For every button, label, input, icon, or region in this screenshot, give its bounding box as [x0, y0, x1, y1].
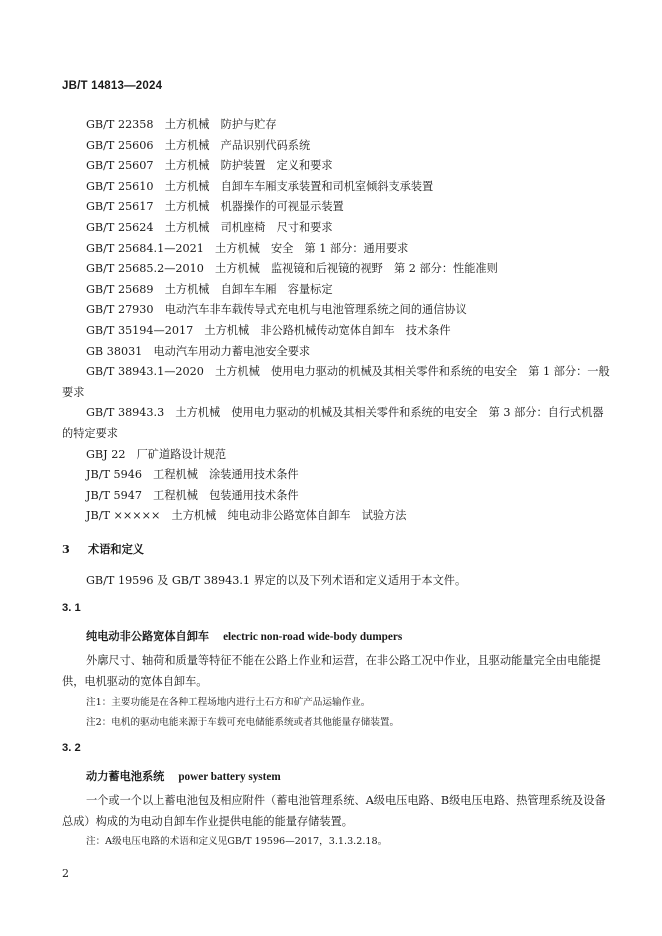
- reference-item: GB/T 25607 土方机械 防护装置 定义和要求: [86, 159, 333, 173]
- term-zh: 纯电动非公路宽体自卸车: [86, 629, 210, 643]
- normative-references-list: [62, 115, 610, 527]
- reference-item: JB/T ××××× 土方机械 纯电动非公路宽体自卸车 试验方法: [86, 509, 407, 523]
- term-definition: 外廓尺寸、轴荷和质量等特征不能在公路上作业和运营，在非公路工况中作业，且驱动能量完全由电能提供，电机驱动的宽体自卸车。: [62, 654, 601, 688]
- term-zh: 动力蓄电池系统: [86, 769, 165, 783]
- term-note: 注：A级电压电路的术语和定义见GB/T 19596—2017，3.1.3.2.18。: [86, 836, 388, 847]
- term-definition: 一个或一个以上蓄电池包及相应附件（蓄电池管理系统、A级电压电路、B级电压电路、热管理系统及设备总成）构成的为电动自卸车作业提供电能的能量存储装置。: [62, 794, 606, 828]
- section-title: 术语和定义: [88, 542, 144, 556]
- reference-item: GB/T 25606 土方机械 产品识别代码系统: [86, 138, 311, 152]
- term-heading: [86, 628, 402, 644]
- term-heading: [86, 768, 281, 784]
- term-en: power battery system: [178, 771, 281, 783]
- reference-item: GB/T 22358 土方机械 防护与贮存: [86, 118, 277, 131]
- term-en: electric non-road wide-body dumpers: [223, 631, 403, 643]
- reference-item: JB/T 5946 工程机械 涂装通用技术条件: [86, 468, 299, 482]
- reference-item: GB/T 25624 土方机械 司机座椅 尺寸和要求: [86, 220, 333, 234]
- term-note: 注1：主要功能是在各种工程场地内进行土石方和矿产品运输作业。: [86, 697, 371, 708]
- reference-item: GB/T 25685.2—2010 土方机械 监视镜和后视镜的视野 第 2 部分：性能准则: [86, 262, 498, 276]
- section-heading: [62, 541, 144, 557]
- reference-item: GB/T 25617 土方机械 机器操作的可视显示装置: [86, 200, 344, 214]
- reference-item: GB/T 25684.1—2021 土方机械 安全 第 1 部分：通用要求: [86, 241, 409, 255]
- term-number: 3. 1: [62, 602, 81, 614]
- reference-item: GBJ 22 厂矿道路设计规范: [86, 447, 227, 461]
- reference-item: GB/T 25689 土方机械 自卸车车厢 容量标定: [86, 282, 333, 296]
- section-intro: GB/T 19596 及 GB/T 38943.1 界定的以及下列术语和定义适用于本文件。: [86, 574, 467, 587]
- reference-item: GB/T 27930 电动汽车非车载传导式充电机与电池管理系统之间的通信协议: [86, 303, 467, 317]
- reference-item: JB/T 5947 工程机械 包装通用技术条件: [86, 488, 299, 502]
- reference-item: GB/T 38943.3 土方机械 使用电力驱动的机械及其相关零件和系统的电安全 第 3 部分：自行式机器的特定要求: [62, 406, 604, 440]
- reference-item: GB 38031 电动汽车用动力蓄电池安全要求: [86, 344, 311, 358]
- reference-item: GB/T 25610 土方机械 自卸车车厢支承装置和司机室倾斜支承装置: [86, 179, 434, 193]
- section-number: 3: [62, 542, 70, 556]
- reference-item: GB/T 35194—2017 土方机械 非公路机械传动宽体自卸车 技术条件: [86, 323, 451, 337]
- term-number: 3. 2: [62, 742, 81, 754]
- standard-number: JB/T 14813—2024: [62, 80, 163, 92]
- page-number: 2: [62, 867, 69, 880]
- term-note: 注2：电机的驱动电能来源于车载可充电储能系统或者其他能量存储装置。: [86, 717, 400, 728]
- reference-item: GB/T 38943.1—2020 土方机械 使用电力驱动的机械及其相关零件和系统的电安全 第 1 部分：一般要求: [62, 365, 610, 399]
